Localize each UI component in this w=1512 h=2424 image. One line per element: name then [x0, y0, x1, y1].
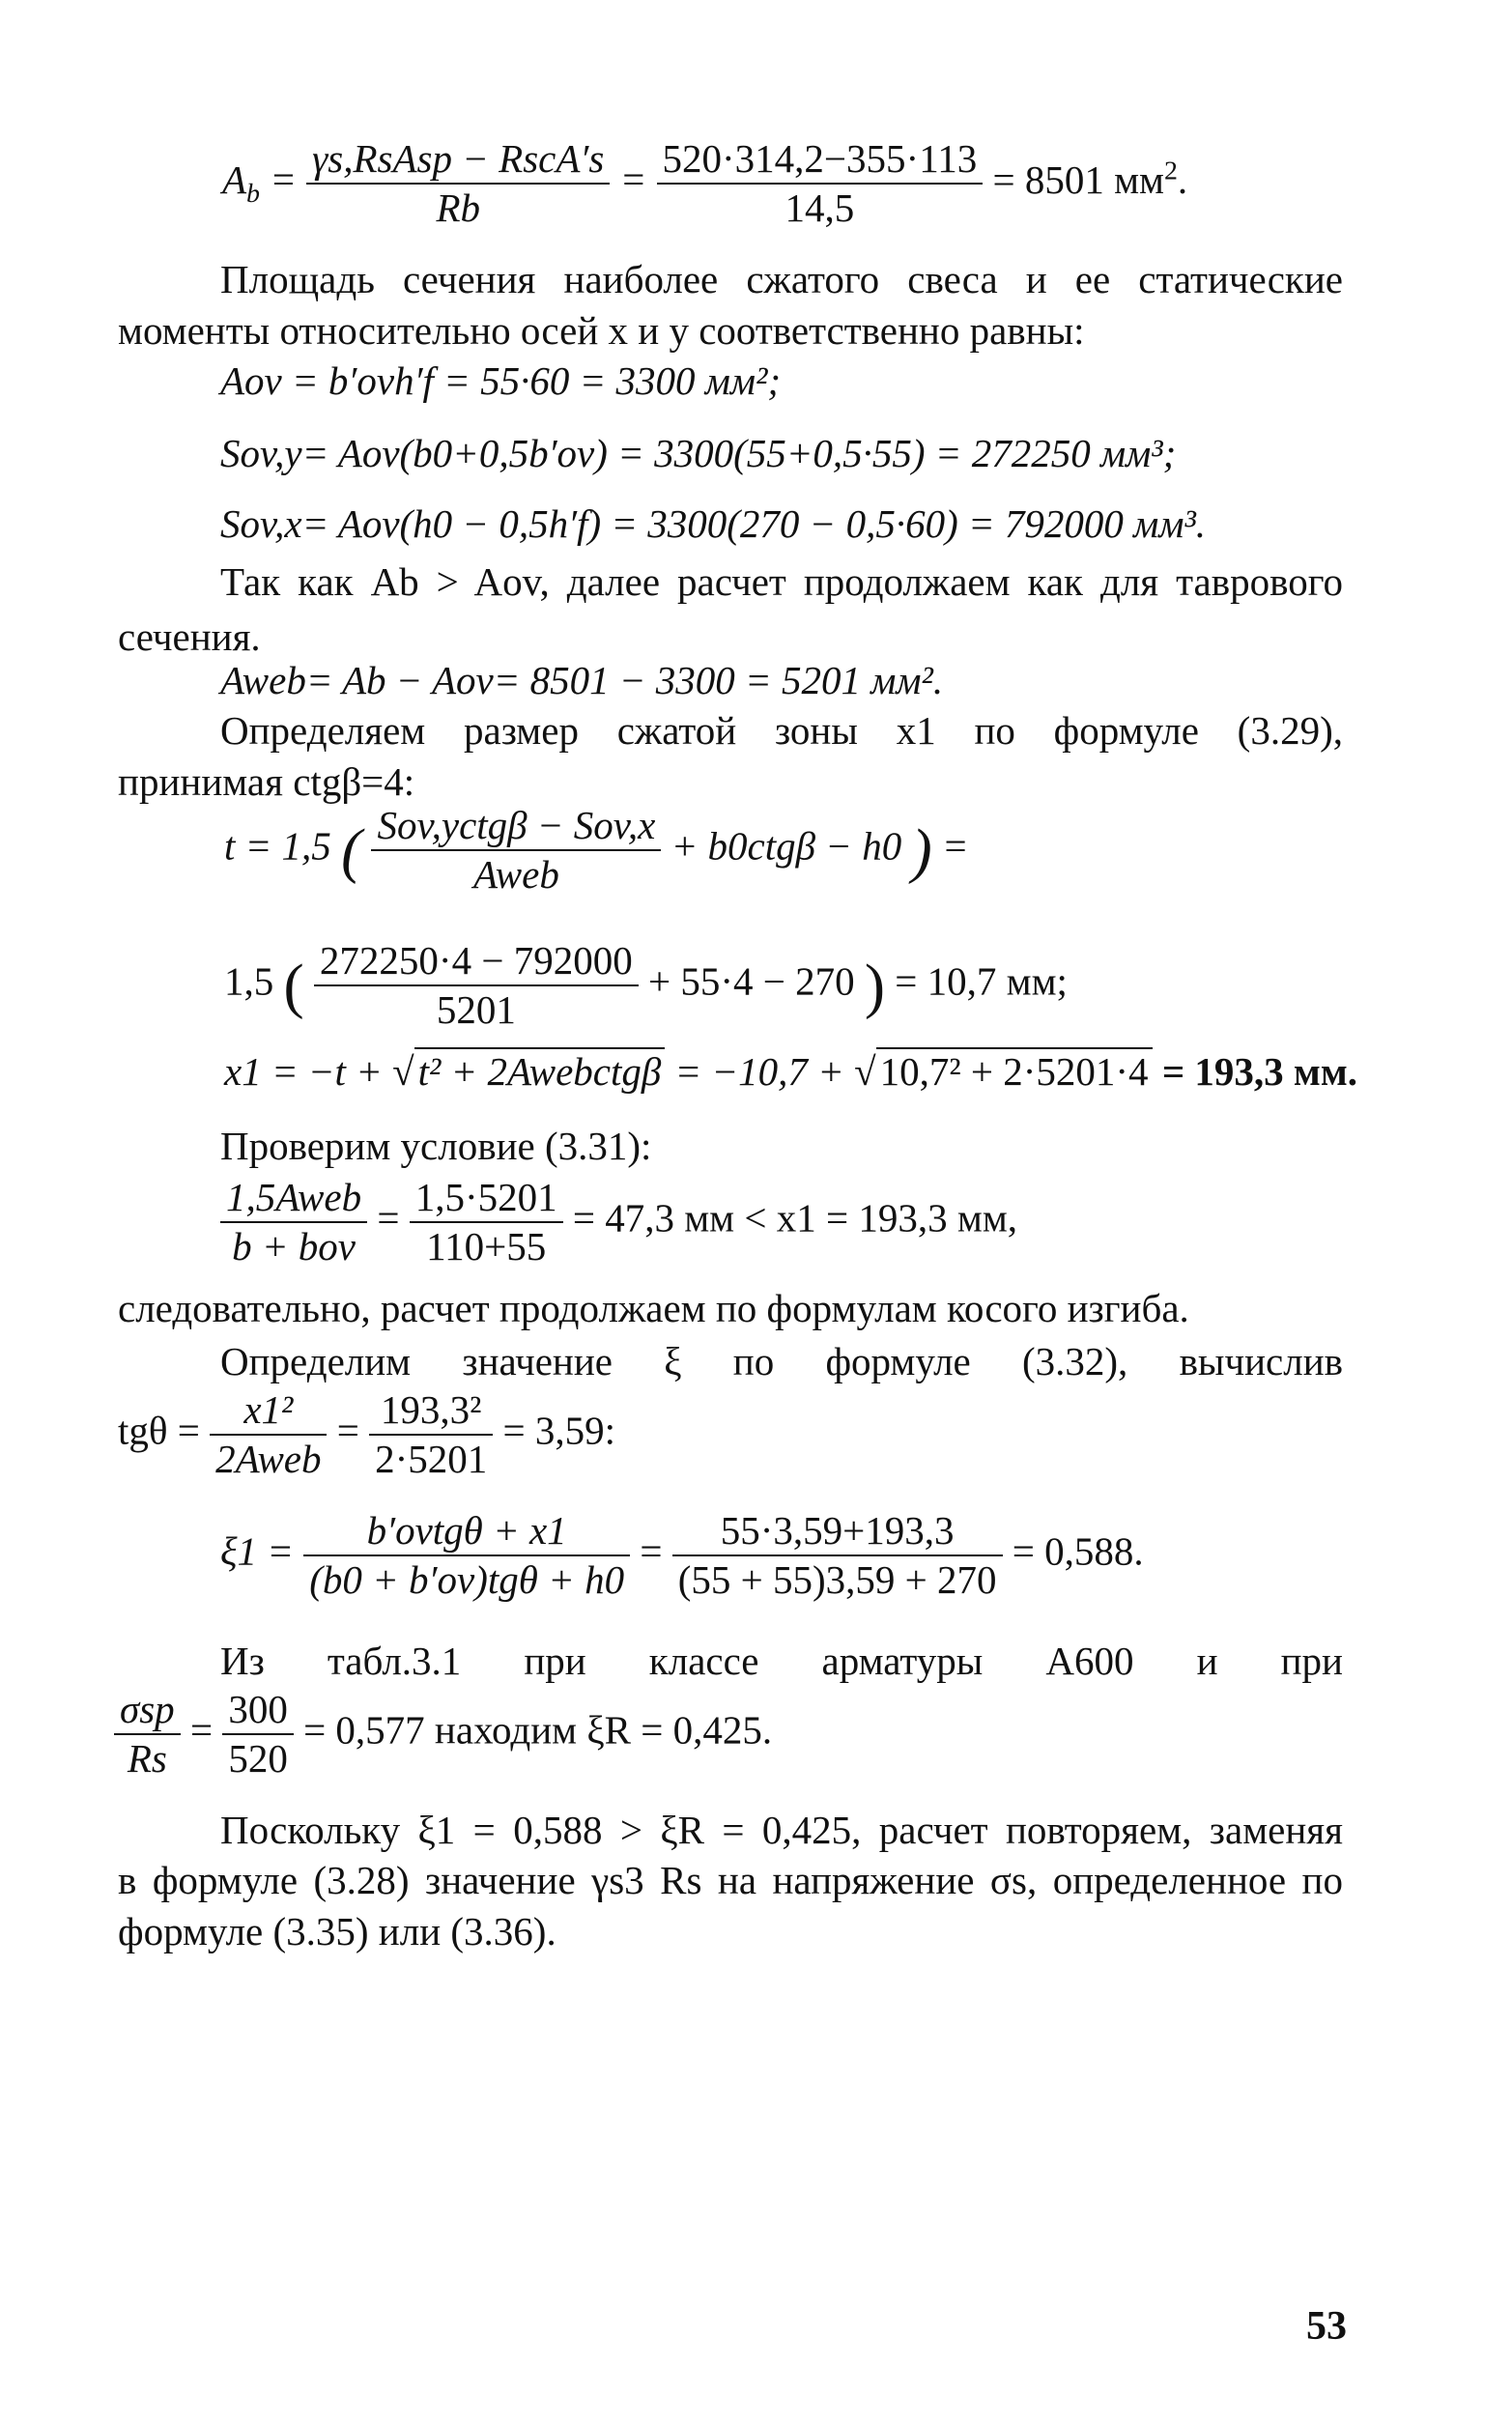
- formula-ab-result: = 8501 $мм^2$.: [992, 155, 1188, 202]
- paragraph-8-line2: в формуле (3.28) значение γs3 Rs на напряжение σs, определенное по: [118, 1858, 1343, 1902]
- paragraph-4: Проверим условие (3.31):: [220, 1124, 652, 1168]
- paragraph-2-line2: сечения.: [118, 614, 261, 659]
- paragraph-2-line1: Так как Ab > Aov, далее расчет продолжаем как для таврового: [220, 559, 1343, 604]
- paragraph-1-line1: Площадь сечения наиболее сжатого свеса и ее статические: [220, 257, 1343, 301]
- paragraph-1-line2: моменты относительно осей x и y соответственно равны:: [118, 308, 1085, 353]
- page-number: 53: [1306, 2304, 1347, 2349]
- paragraph-3-line2: принимая ctgβ=4:: [118, 759, 415, 804]
- equation-aweb: Aweb= Ab − Aov= 8501 − 3300 = 5201 мм².: [220, 658, 944, 702]
- formula-x1: x1 = −t + √t² + 2Awebctgβ = −10,7 + √10,7² + 2·5201·4 = 193,3 мм.: [224, 1049, 1358, 1094]
- paragraph-8-line1: Поскольку ξ1 = 0,588 > ξR = 0,425, расчет повторяем, заменяя: [220, 1808, 1343, 1852]
- formula-xi-frac2: $\frac{55\cdot 3,59+193,3}{(55 + 55)3,59 + 270}$: [672, 1507, 1003, 1604]
- formula-ab: $A_b$ = $\frac{\text{γs,RsAsp − RscA′s}}{Rb}$ = $\frac{520\cdot 314,2-355\cdot 113}{14,5}$ = 8501 $мм^2$.: [222, 135, 1187, 232]
- formula-sigma-frac1: $\frac{\text{σsp}}{Rs}$: [114, 1686, 181, 1782]
- formula-t: t = 1,5 ( $\frac{\text{Sov,yctgβ − Sov,x}}{\text{Aweb}}$ + b0ctgβ − h0 ) =: [224, 802, 969, 898]
- formula-check-frac1: $\frac{\text{1,5Aweb}}{\text{b + bov}}$: [220, 1174, 367, 1270]
- formula-ab-frac2: $\frac{520\cdot 314,2-355\cdot 113}{14,5}$: [657, 135, 984, 232]
- formula-sigma: $\frac{\text{σsp}}{Rs}$ = $\frac{300}{520}$ = 0,577 находим ξR = 0,425.: [114, 1686, 772, 1782]
- formula-tg-frac2: $\frac{\text{193,3²}}{2\cdot 5201}$: [369, 1386, 493, 1483]
- paragraph-7: Из табл.3.1 при классе арматуры А600 и при: [220, 1639, 1343, 1683]
- formula-xi: ξ1 = $\frac{\text{b′ovtgθ + x1}}{\text{(b0 + b′ov)tgθ + h0}}$ = $\frac{55\cdot 3,59+193,3}{(55 + 55)3,59 + 270}$ = 0,588.: [220, 1507, 1144, 1604]
- formula-t-numeric-frac: $\frac{272250\cdot 4 - 792000}{5201}$: [314, 937, 639, 1034]
- formula-check: $\frac{\text{1,5Aweb}}{\text{b + bov}}$ = $\frac{1,5\cdot 5201}{110+55}$ = 47,3 мм < x1 = 193,3 мм,: [220, 1174, 1017, 1270]
- formula-tg: tgθ = $\frac{\text{x1²}}{\text{2Aweb}}$ = $\frac{\text{193,3²}}{2\cdot 5201}$ = 3,59:: [118, 1386, 615, 1483]
- equation-sovx: Sov,x= Aov(h0 − 0,5h′f) = 3300(270 − 0,5·60) = 792000 мм³.: [220, 501, 1207, 546]
- formula-ab-frac1: $\frac{\text{γs,RsAsp − RscA′s}}{Rb}$: [306, 135, 610, 232]
- formula-t-numeric: 1,5 ( $\frac{272250\cdot 4 - 792000}{5201}$ + 55·4 − 270 ) = 10,7 мм;: [224, 937, 1068, 1034]
- formula-sigma-frac2: $\frac{300}{520}$: [222, 1686, 294, 1782]
- equation-aov: Aov = b′ovh′f = 55·60 = 3300 мм²;: [220, 358, 782, 403]
- paragraph-8-line3: формуле (3.35) или (3.36).: [118, 1909, 556, 1953]
- formula-tg-frac1: $\frac{\text{x1²}}{\text{2Aweb}}$: [210, 1386, 327, 1483]
- equation-sovy: Sov,y= Aov(b0+0,5b′ov) = 3300(55+0,5·55) = 272250 мм³;: [220, 431, 1177, 475]
- paragraph-5: следовательно, расчет продолжаем по формулам косого изгиба.: [118, 1286, 1189, 1330]
- formula-xi-frac1: $\frac{\text{b′ovtgθ + x1}}{\text{(b0 + b′ov)tgθ + h0}}$: [303, 1507, 630, 1604]
- formula-check-frac2: $\frac{1,5\cdot 5201}{110+55}$: [410, 1174, 563, 1270]
- formula-t-frac: $\frac{\text{Sov,yctgβ − Sov,x}}{\text{Aweb}}$: [371, 802, 661, 898]
- paragraph-3-line1: Определяем размер сжатой зоны x1 по формуле (3.29),: [220, 708, 1343, 753]
- formula-ab-lhs: $A_b$: [222, 157, 260, 209]
- paragraph-6: Определим значение ξ по формуле (3.32), вычислив: [220, 1339, 1343, 1383]
